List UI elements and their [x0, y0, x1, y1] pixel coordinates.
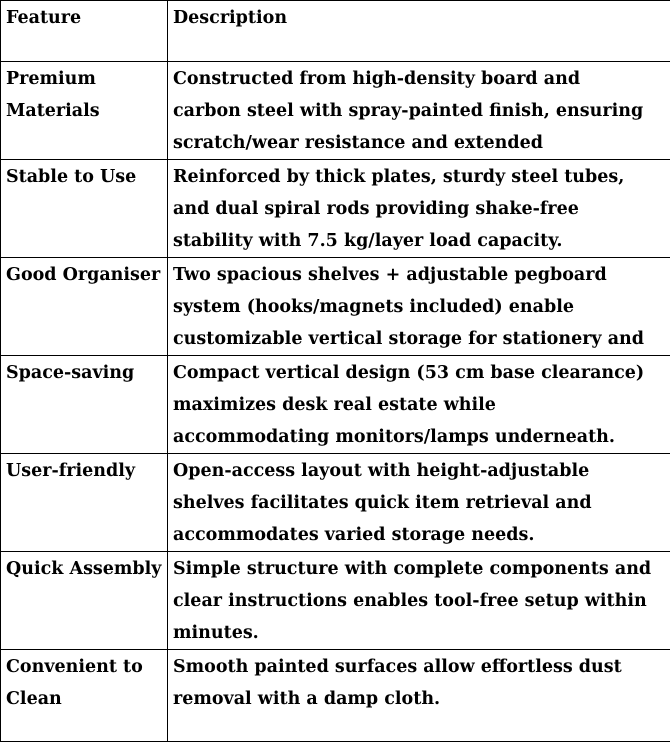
- feature-cell: Stable to Use: [1, 160, 168, 258]
- header-description: Description: [168, 1, 670, 62]
- table-row: [1, 650, 670, 742]
- header-feature: Feature: [1, 1, 168, 62]
- description-cell: Compact vertical design (53 cm base clearance) maximizes desk real estate while accommodating monitors/lamps underneath.: [168, 356, 670, 454]
- table-row: [1, 62, 670, 160]
- description-cell: Reinforced by thick plates, sturdy steel tubes, and dual spiral rods providing shake-free stability with 7.5 kg/layer load capacity.: [168, 160, 670, 258]
- feature-cell: Convenient to Clean: [1, 650, 168, 742]
- table-row: [1, 258, 670, 356]
- description-cell: Constructed from high-density board and carbon steel with spray-painted finish, ensuring scratch/wear resistance and extended: [168, 62, 670, 160]
- table-row: [1, 454, 670, 552]
- description-cell: Smooth painted surfaces allow effortless dust removal with a damp cloth.: [168, 650, 670, 742]
- table-row: [1, 552, 670, 650]
- feature-cell: Space-saving: [1, 356, 168, 454]
- description-cell: Simple structure with complete components and clear instructions enables tool-free setup within minutes.: [168, 552, 670, 650]
- description-cell: Two spacious shelves + adjustable pegboard system (hooks/magnets included) enable customizable vertical storage for stationery and: [168, 258, 670, 356]
- feature-cell: Premium Materials: [1, 62, 168, 160]
- description-cell: Open-access layout with height-adjustable shelves facilitates quick item retrieval and accommodates varied storage needs.: [168, 454, 670, 552]
- table-header-row: [1, 1, 670, 62]
- feature-cell: User-friendly: [1, 454, 168, 552]
- feature-cell: Quick Assembly: [1, 552, 168, 650]
- table-row: [1, 160, 670, 258]
- feature-cell: Good Organiser: [1, 258, 168, 356]
- table-row: [1, 356, 670, 454]
